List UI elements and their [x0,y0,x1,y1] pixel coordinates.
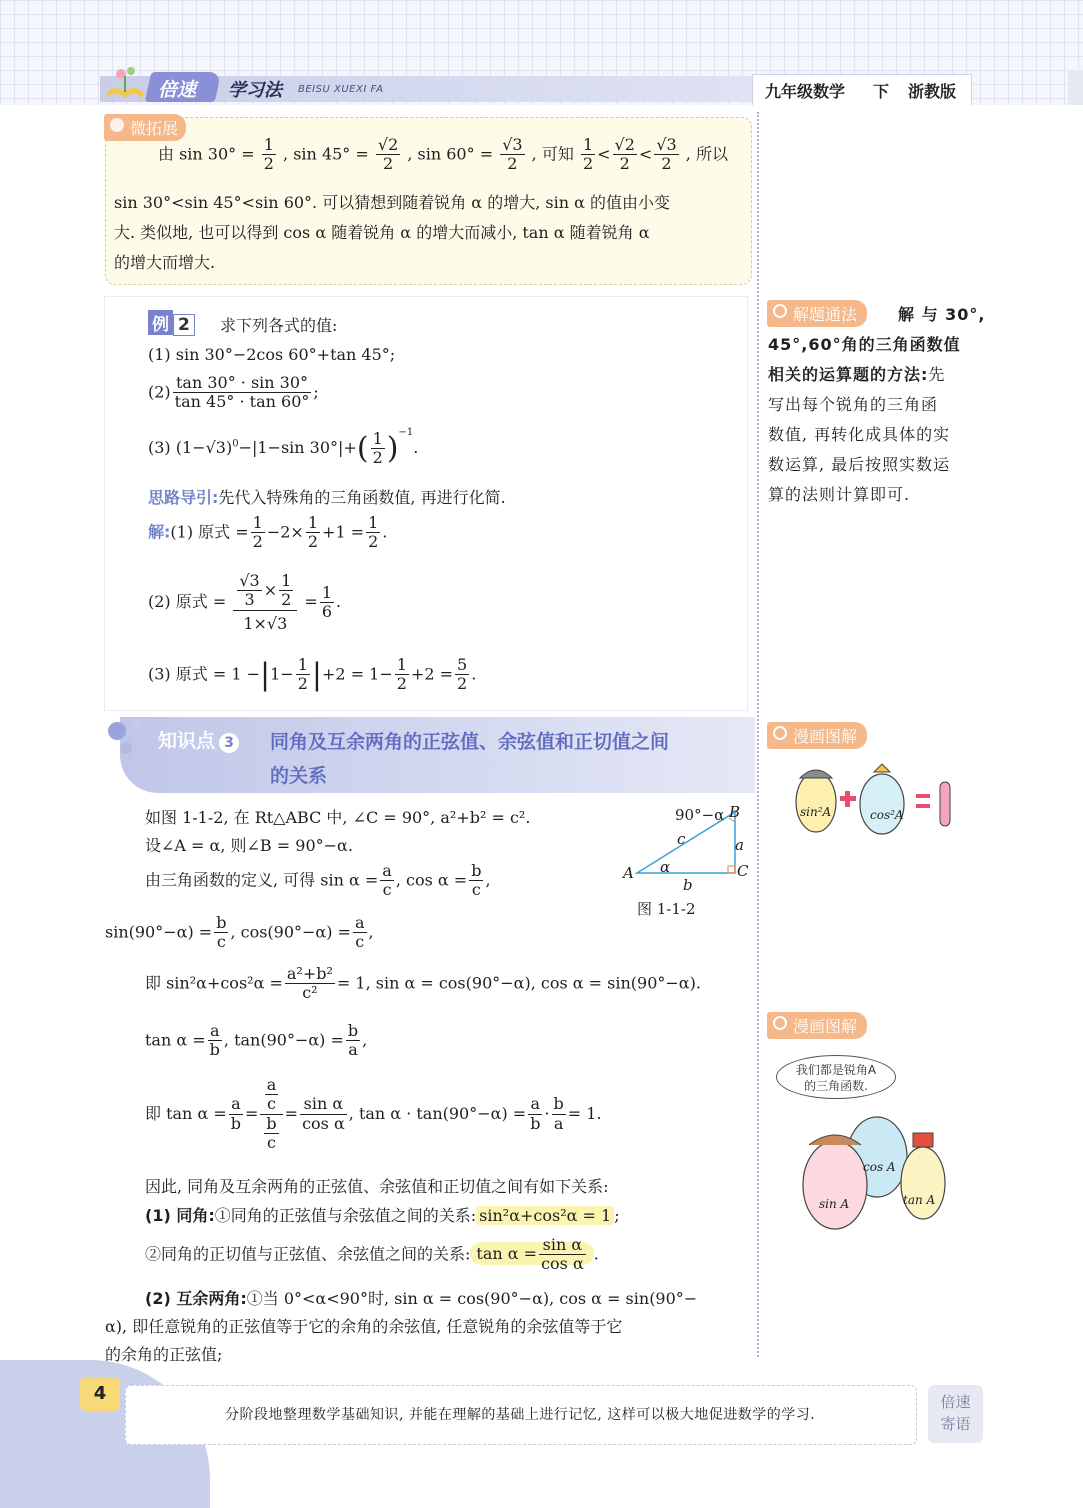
cartoon1-illustration: sin²A cos²A [790,760,970,840]
cartoon2-illustration: cos A sin A tan A [795,1105,965,1235]
tip-tag: 解题通法 [767,300,867,327]
example-prompt: 求下列各式的值: [220,316,338,335]
speech-bubble: 我们都是锐角A 的三角函数. [776,1055,896,1099]
extension-line-2: sin 30°<sin 45°<sin 60°. 可以猜想到随着锐角 α 的增大, sin α 的值由小变 [114,193,670,212]
footer-badge: 倍速 寄语 [928,1385,983,1443]
tip-text: 解 与 30°, 45°,60°角的三角函数值 相关的运算题的方法:先 写出每个锐角的三角函 数值, 再转化成具体的实 数运算, 最后按照实数运 算的法则计算即可. [768,305,986,504]
knowledge-title-1: 同角及互余两角的正弦值、余弦值和正切值之间 [270,731,670,753]
highlight-tan: tan α = $\frac{\text{sin α}}{\text{cos α}}$ [470,1242,593,1265]
cartoon1-tag: 漫画图解 [767,722,867,749]
cartoon2-tag: 漫画图解 [767,1012,867,1039]
highlight-identity: sin²α+cos²α = 1 [476,1206,614,1225]
brand-subtitle: 学习法 [228,80,282,101]
guide-line: 思路导引:先代入特殊角的三角函数值, 再进行化简. [148,488,506,507]
brand-subtitle-en: BEISU XUEXI FA [298,84,384,95]
solution-3: (3) 原式 = 1 −|1− $\frac{1}{2}$ |+2 = 1− $\frac{1}{2}$ +2 = $\frac{5}{2}$ . [148,655,477,694]
footer-text: 分阶段地整理数学基础知识, 并能在理解的基础上进行记忆, 这样可以极大地促进数学的学习. [225,1407,816,1423]
column-divider [757,112,759,1357]
extension-line-3: 大. 类似地, 也可以得到 cos α 随着锐角 α 的增大而减小, tan α 随着锐角 α [114,223,650,242]
solution-label: 解: [148,522,171,542]
knowledge-label: 知识点 3 [158,726,239,753]
page-number: 4 [80,1377,120,1411]
body-p3: 由三角函数的定义, 可得 sin α = $\frac{a}{c}$ , cos α = $\frac{b}{c}$ , [145,861,491,900]
knowledge-title-2: 的关系 [270,765,328,787]
body-p11: (2) 互余两角:①当 0°<α<90°时, sin α = cos(90°−α), cos α = sin(90°− [145,1289,698,1308]
extension-line-4: 的增大而增大. [114,253,216,272]
extension-line-1: 由 sin 30° = $\frac{1}{2}$ , sin 45° = $\frac{√2}{2}$ , sin 60° = $\frac{√3}{2}$ , 可知 $\frac{1}{2}$ < $\frac{√2}{2}$ < $\frac{√3}{2}$ , 所以 [158,135,728,174]
book-info [752,74,972,106]
edition-label: 浙教版 [908,82,957,101]
body-p13: 的余角的正弦值; [105,1345,223,1364]
solution-2: (2) 原式 = $\frac{√3}{3}$ × $\frac{1}{2}$ 1×√3 = $\frac{1}{6}$ . [148,571,342,633]
body-p1: 如图 1-1-2, 在 Rt△ABC 中, ∠C = 90°, a²+b² = c². [145,808,531,827]
question-2: (2) $\frac{\tan 30^\circ \cdot \sin 30^\circ}{\tan 45^\circ \cdot \tan 60^\circ}$ ; [148,373,319,412]
book-icon [103,62,147,102]
question-1: (1) sin 30°−2cos 60°+tan 45°; [148,345,396,364]
body-p7: 即 tan α = $\frac{a}{b}$ = $\frac{\frac{a}{c}}{\frac{b}{c}}$ = $\frac{\text{sin α}}{\text{cos α}}$ , tan α · tan(90°−α) = $\frac{a}{b}$ · $\frac{b}{a}$ = 1. [145,1075,602,1153]
grade-label: 九年级数学 [765,82,846,101]
body-p8: 因此, 同角及互余两角的正弦值、余弦值和正切值之间有如下关系: [145,1177,609,1196]
question-3: (3) $(1-√3)^0-|1-\sin$ 30°|+( $\frac{1}{2}$ )$^{-1}$. [148,427,419,467]
logo-text: 倍速 [158,79,197,101]
volume-label: 下 [873,82,890,101]
example-tag: 例 2 [148,310,195,334]
triangle-figure: 90°−α B c a α A C b 图 1-1-2 [623,803,749,918]
body-p12: α), 即任意锐角的正弦值等于它的余角的余弦值, 任意锐角的余弦值等于它 [105,1317,623,1336]
guide-label: 思路导引: [148,488,219,507]
body-p4: sin(90°−α) = $\frac{b}{c}$ , cos(90°−α) = $\frac{a}{c}$ , [105,913,374,952]
extension-tag: 微拓展 [104,114,186,141]
body-p2: 设∠A = α, 则∠B = 90°−α. [145,836,353,855]
body-p10: ②同角的正切值与正弦值、余弦值之间的关系: tan α = $\frac{\text{sin α}}{\text{cos α}}$ . [145,1235,599,1274]
body-p6: tan α = $\frac{a}{b}$ , tan(90°−α) = $\frac{b}{a}$ , [145,1021,368,1060]
solution-1: 解:(1) 原式 = $\frac{1}{2}$ −2× $\frac{1}{2}$ +1 = $\frac{1}{2}$ . [148,513,388,552]
body-p9: (1) 同角:①同角的正弦值与余弦值之间的关系: sin²α+cos²α = 1 ; [145,1206,620,1225]
body-p5: 即 sin²α+cos²α = $\frac{\text{a²+b²}}{\text{c²}}$ = 1, sin α = cos(90°−α), cos α = sin(90°−α). [145,964,701,1003]
